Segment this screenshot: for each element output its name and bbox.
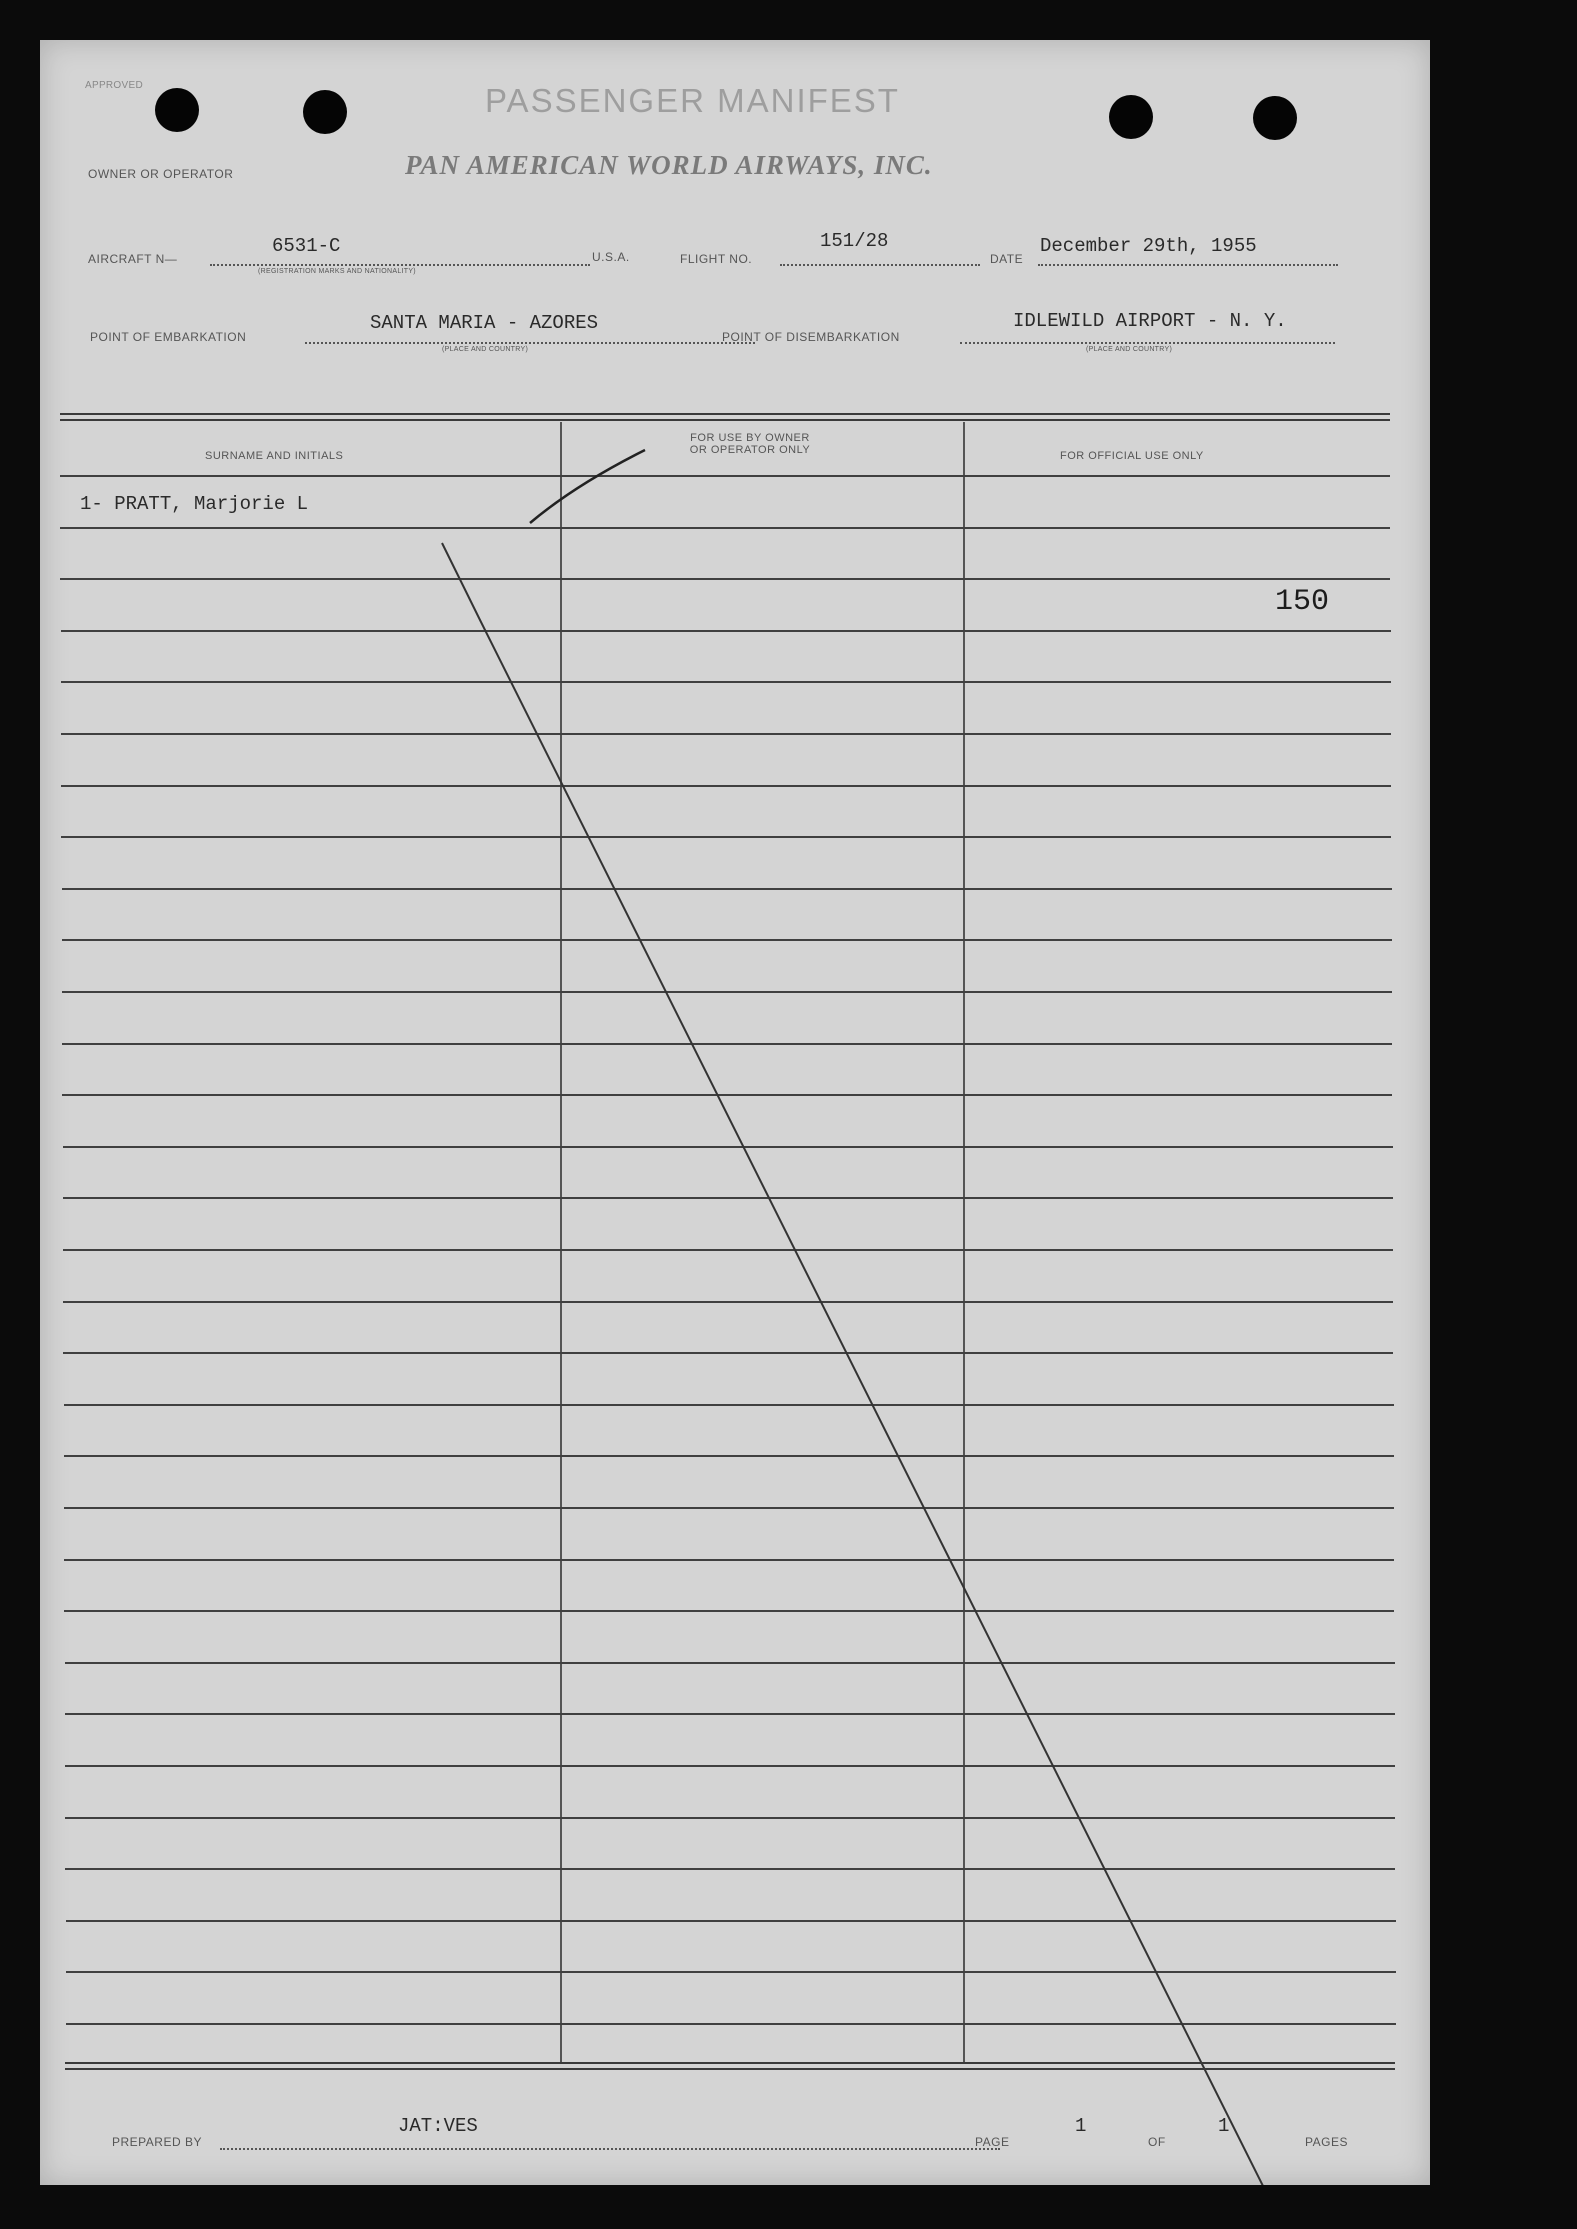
pen-tick-mark	[530, 450, 645, 523]
total-pages: 1	[1218, 2115, 1230, 2137]
date-label: DATE	[990, 252, 1024, 266]
place-caption-left: (PLACE AND COUNTRY)	[442, 346, 529, 353]
pen-diagonal-strike	[442, 543, 1280, 2185]
form-title: PASSENGER MANIFEST	[485, 82, 900, 119]
pen-strike-marks	[40, 40, 1430, 2185]
place-caption-right: (PLACE AND COUNTRY)	[1086, 346, 1173, 353]
registration-caption: (REGISTRATION MARKS AND NATIONALITY)	[258, 268, 416, 275]
disembarkation-value: IDLEWILD AIRPORT - N. Y.	[1013, 310, 1287, 332]
usa-label: U.S.A.	[592, 250, 630, 264]
airline-name: PAN AMERICAN WORLD AIRWAYS, INC.	[405, 150, 933, 180]
flight-value: 151/28	[820, 230, 889, 252]
pages-label: PAGES	[1305, 2135, 1348, 2149]
column-header-surname: SURNAME AND INITIALS	[205, 450, 344, 462]
embarkation-value: SANTA MARIA - AZORES	[370, 312, 599, 334]
flight-label: FLIGHT NO.	[680, 252, 753, 266]
date-value: December 29th, 1955	[1040, 235, 1257, 257]
page-label: PAGE	[975, 2135, 1010, 2149]
manifest-sheet	[40, 40, 1430, 2185]
disembarkation-label: POINT OF DISEMBARKATION	[722, 330, 900, 344]
owner-label: OWNER OR OPERATOR	[88, 167, 234, 181]
column-header-owner-line1: FOR USE BY OWNER	[690, 432, 810, 444]
aircraft-value: 6531-C	[272, 235, 341, 257]
column-header-owner-line2: OR OPERATOR ONLY	[689, 444, 811, 456]
page-number: 1	[1075, 2115, 1087, 2137]
column-header-official: FOR OFFICIAL USE ONLY	[1060, 450, 1204, 462]
official-count: 150	[1275, 585, 1330, 619]
passenger-entry-1: 1- PRATT, Marjorie L	[80, 493, 309, 515]
prepared-by-line	[220, 2148, 1000, 2151]
table-bottom-rule	[65, 2068, 1395, 2070]
prepared-by-value: JAT:VES	[398, 2115, 478, 2137]
prepared-by-label: PREPARED BY	[112, 2135, 202, 2149]
approved-stamp: APPROVED	[85, 80, 143, 91]
aircraft-label: AIRCRAFT N—	[88, 252, 178, 266]
of-label: OF	[1148, 2135, 1166, 2149]
table-bottom-rule	[65, 2062, 1395, 2064]
embarkation-label: POINT OF EMBARKATION	[90, 330, 247, 344]
